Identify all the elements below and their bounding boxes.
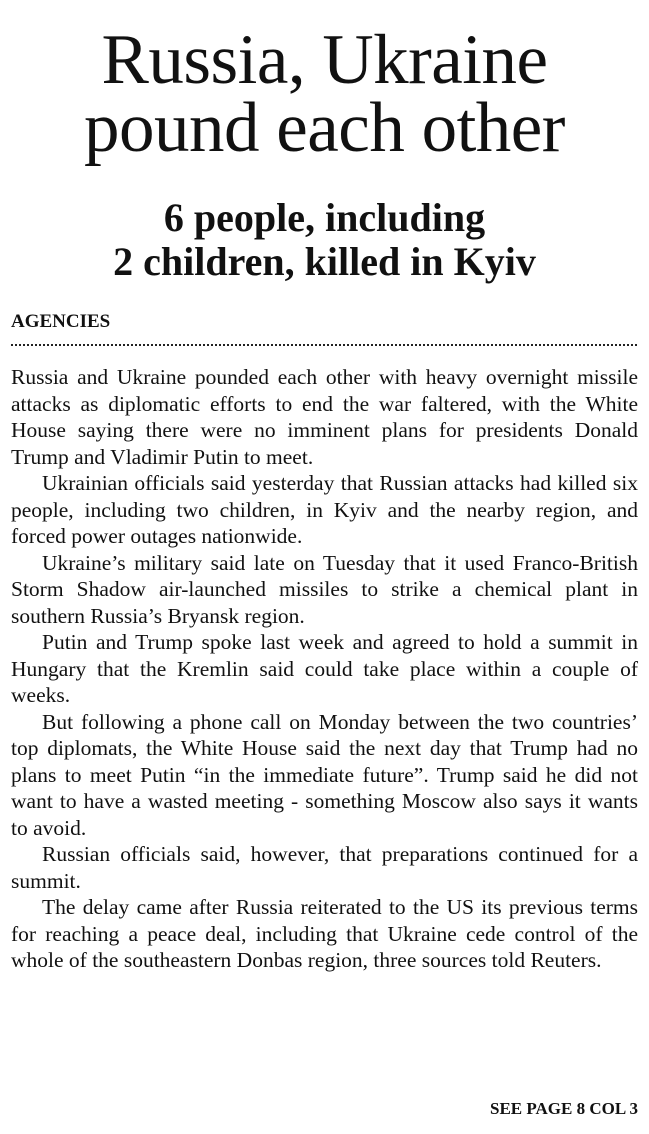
subheadline-line-2: 2 children, killed in Kyiv [113, 239, 536, 284]
subheadline-line-1: 6 people, including [163, 195, 486, 240]
article-paragraph-3: Ukraine’s military said late on Tuesday that it used Franco-British Storm Shadow air-launched missiles to strike a chemical plant in southern Russia’s Bryansk region. [11, 550, 638, 628]
article-paragraph-7: The delay came after Russia reiterated to the US its previous terms for reaching a peace deal, including that Ukraine cede control of the whole of the southeastern Donbas region, three sources told Reuters. [11, 895, 638, 972]
article-paragraph-4: Putin and Trump spoke last week and agreed to hold a summit in Hungary that the Kremlin said could take place within a couple of weeks. [11, 630, 638, 707]
article-paragraph-5: But following a phone call on Monday between the two countries’ top diplomats, the White House said the next day that Trump had no plans to meet Putin “in the immediate future”. Trump said he did not want to have a wasted meeting - something Moscow also says it wants to avoid. [11, 709, 638, 840]
article-paragraph-6: Russian officials said, however, that preparations continued for a summit. [11, 842, 638, 893]
article-body [11, 364, 638, 974]
continuation-jump-line: SEE PAGE 8 COL 3 [490, 1099, 638, 1118]
byline: AGENCIES [11, 311, 111, 332]
headline [0, 21, 649, 167]
article-paragraph-2: Ukrainian officials said yesterday that Russian attacks had killed six people, including two children, in Kyiv and the nearby region, and forced power outages nationwide. [11, 471, 638, 548]
article-paragraph-1: Russia and Ukraine pounded each other with heavy overnight missile attacks as diplomatic efforts to end the war faltered, with the White House saying there were no imminent plans for presidents Donald Trump and Vladimir Putin to meet. [11, 365, 638, 469]
headline-line-1: Russia, Ukraine [101, 21, 548, 99]
subheadline [0, 196, 649, 284]
dotted-divider [11, 344, 637, 346]
headline-line-2: pound each other [84, 89, 565, 167]
